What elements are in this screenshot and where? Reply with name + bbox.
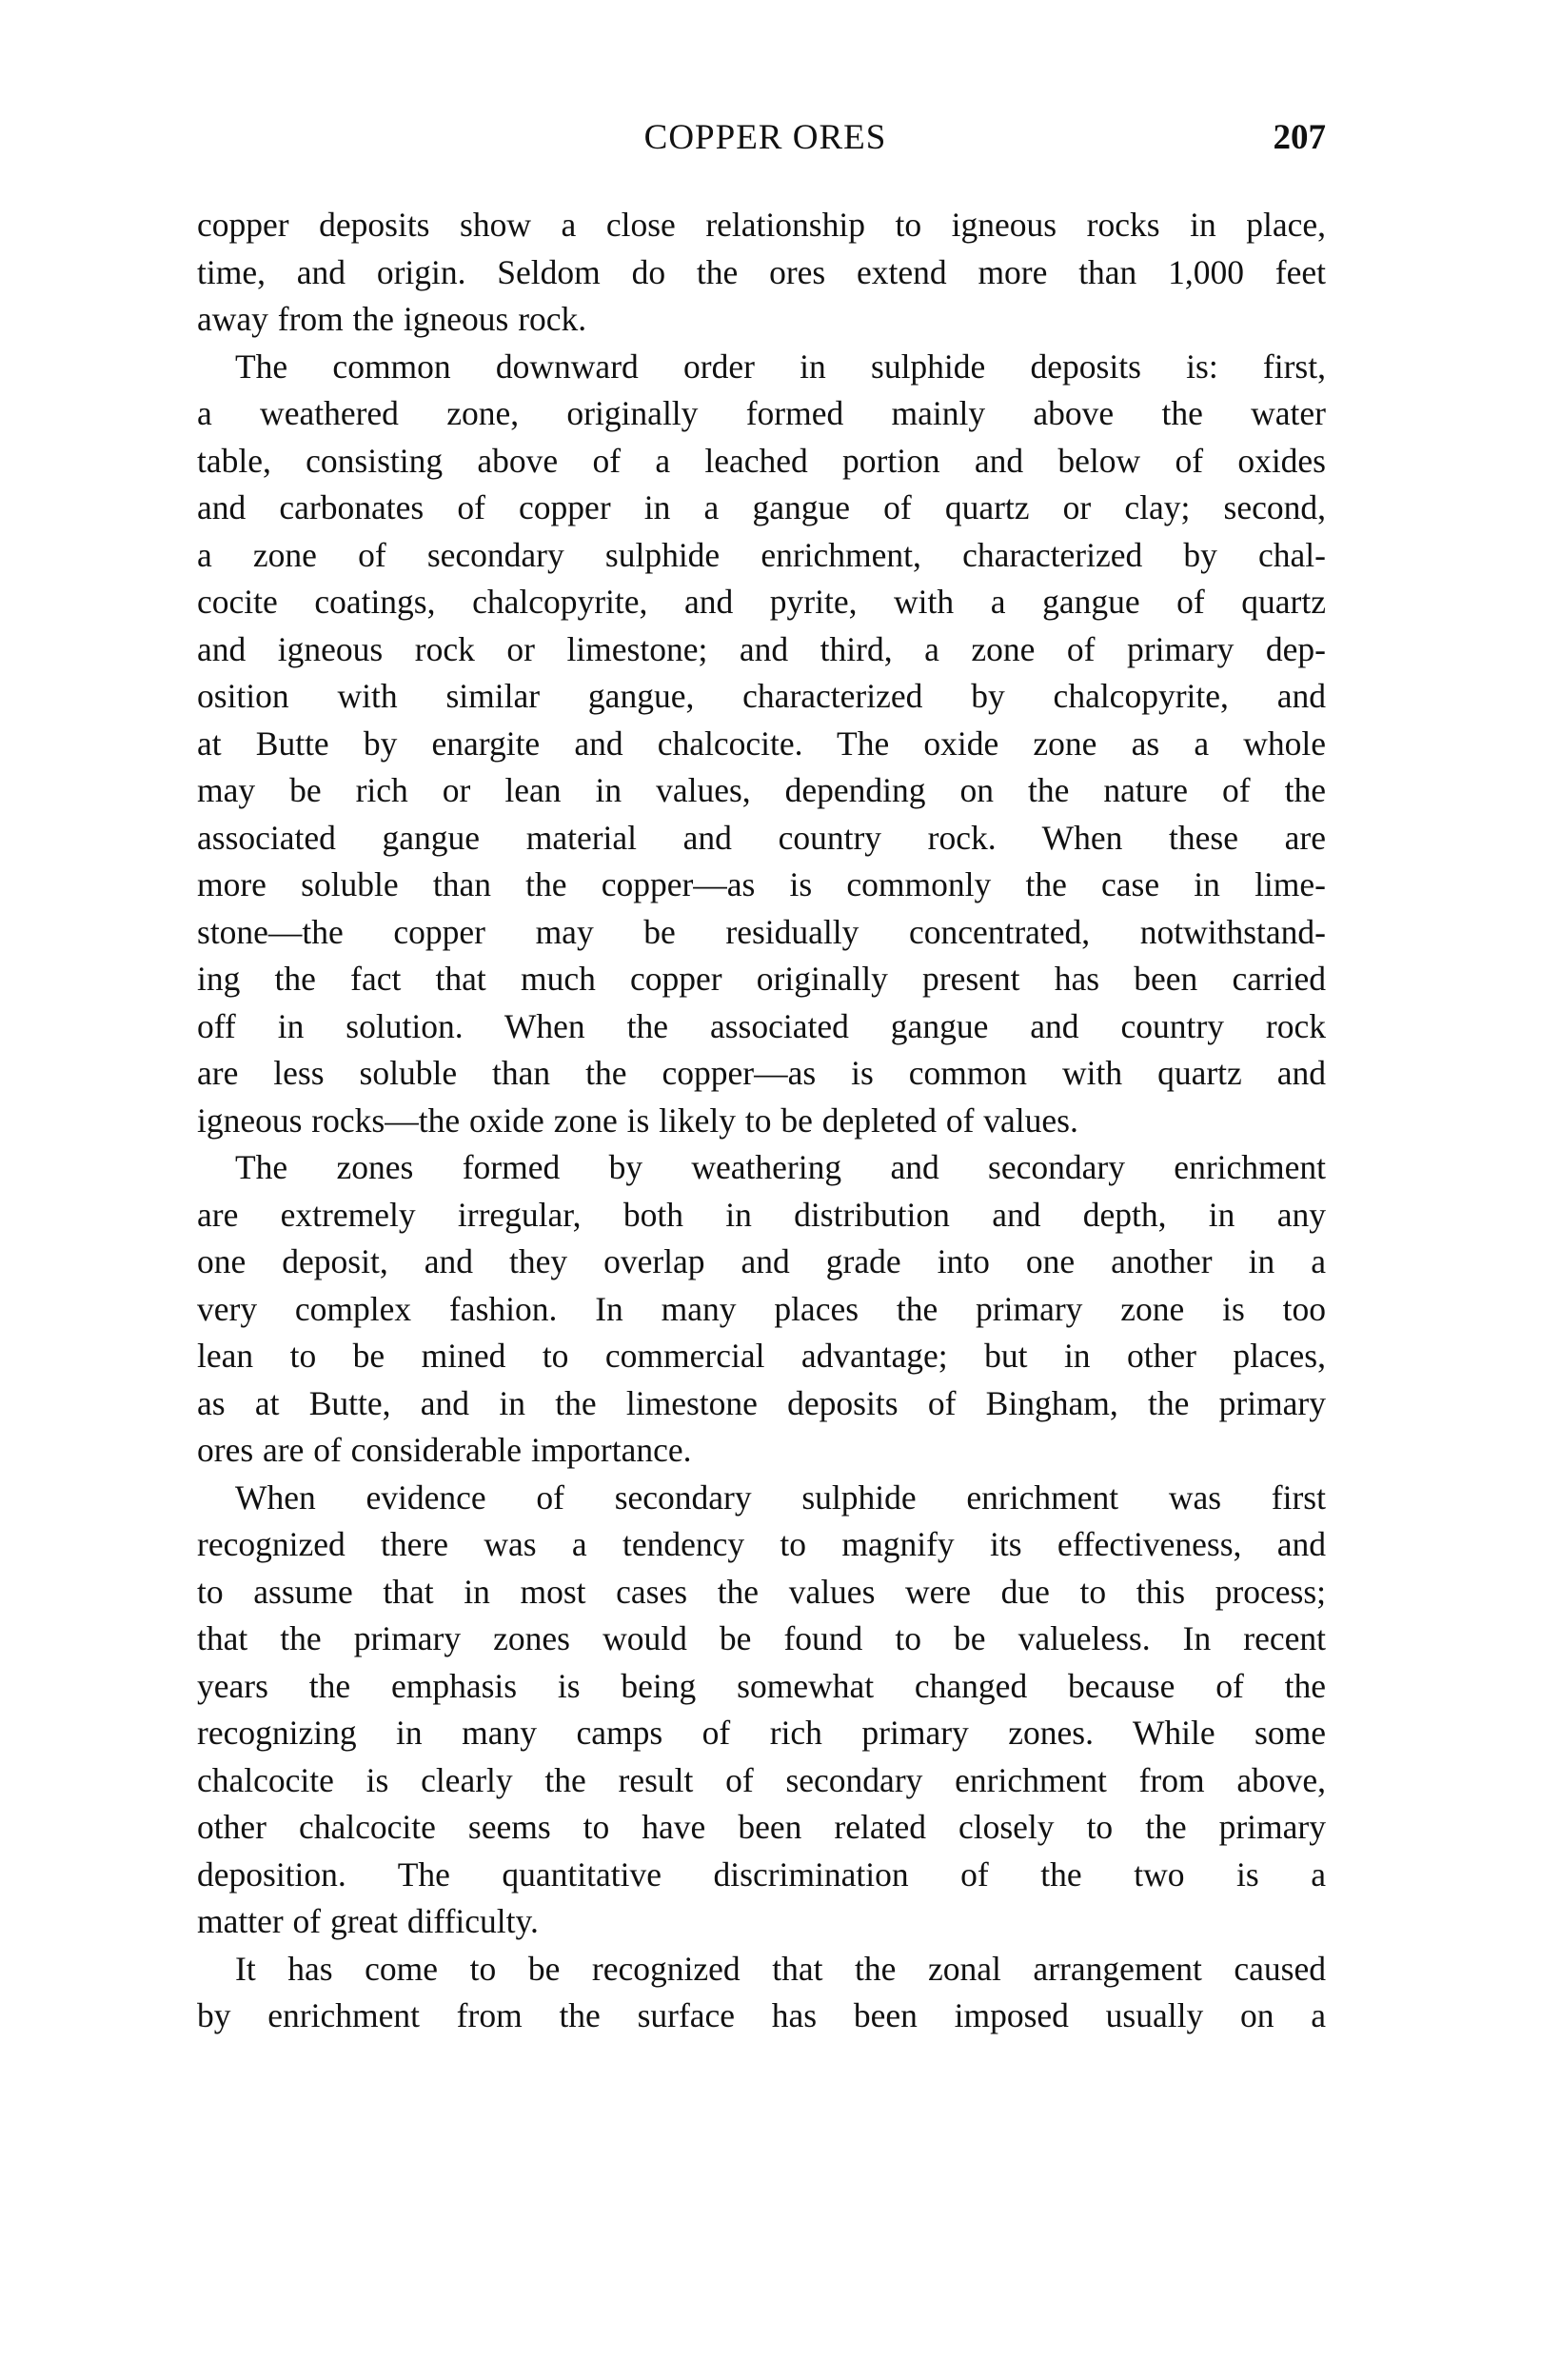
text-line: stone—the copper may be residually concentrated, notwithstand- — [197, 912, 1326, 951]
text-line: When evidence of secondary sulphide enrichment was first — [235, 1478, 1326, 1517]
text-line: are extremely irregular, both in distribution and depth, in any — [197, 1195, 1326, 1234]
page-number: 207 — [1273, 118, 1326, 157]
text-line: recognized there was a tendency to magnify its effectiveness, and — [197, 1525, 1326, 1563]
text-line: and igneous rock or limestone; and third, a zone of primary dep- — [197, 629, 1326, 668]
text-line: a weathered zone, originally formed mainly above the water — [197, 394, 1326, 432]
text-line: cocite coatings, chalcopyrite, and pyrite, with a gangue of quartz — [197, 583, 1326, 621]
text-line: deposition. The quantitative discrimination of the two is a — [197, 1854, 1326, 1894]
text-line: ores are of considerable importance. — [197, 1431, 692, 1469]
text-line: that the primary zones would be found to be valueless. In recent — [197, 1619, 1326, 1657]
text-line: are less soluble than the copper—as is common with quartz and — [197, 1054, 1326, 1092]
text-line: time, and origin. Seldom do the ores extend more than 1,000 feet — [197, 252, 1326, 291]
text-line: to assume that in most cases the values were due to this process; — [197, 1572, 1326, 1611]
running-head — [197, 114, 1326, 162]
text-line: ing the fact that much copper originally present has been carried — [197, 960, 1326, 998]
text-line: years the emphasis is being somewhat changed because of the — [197, 1666, 1326, 1705]
text-line: very complex fashion. In many places the primary zone is too — [197, 1289, 1326, 1328]
text-line: and carbonates of copper in a gangue of quartz or clay; second, — [197, 488, 1326, 526]
text-line: a zone of secondary sulphide enrichment, characterized by chal- — [197, 535, 1326, 574]
text-line: more soluble than the copper—as is commonly the case in lime- — [197, 865, 1326, 903]
text-line: associated gangue material and country rock. When these are — [197, 818, 1326, 857]
text-line: matter of great difficulty. — [197, 1902, 539, 1940]
text-line: The zones formed by weathering and secondary enrichment — [235, 1148, 1326, 1186]
text-line: The common downward order in sulphide deposits is: first, — [235, 347, 1326, 386]
text-line: as at Butte, and in the limestone deposits of Bingham, the primary — [197, 1383, 1326, 1422]
text-line: igneous rocks—the oxide zone is likely to be depleted of values. — [197, 1101, 1078, 1140]
text-line: It has come to be recognized that the zonal arrangement caused — [235, 1949, 1326, 1988]
text-line: away from the igneous rock. — [197, 300, 587, 338]
text-line: may be rich or lean in values, depending on the nature of the — [197, 771, 1326, 809]
text-line: one deposit, and they overlap and grade into one another in a — [197, 1242, 1326, 1280]
text-line: at Butte by enargite and chalcocite. The oxide zone as a whole — [197, 724, 1326, 763]
text-line: other chalcocite seems to have been related closely to the primary — [197, 1808, 1326, 1846]
text-line: osition with similar gangue, characterized by chalcopyrite, and — [197, 677, 1326, 715]
text-line: table, consisting above of a leached portion and below of oxides — [197, 441, 1326, 480]
text-line: recognizing in many camps of rich primary zones. While some — [197, 1714, 1326, 1752]
text-line: lean to be mined to commercial advantage; but in other places, — [197, 1337, 1326, 1375]
text-line: copper deposits show a close relationship to igneous rocks in place, — [197, 206, 1326, 244]
text-line: chalcocite is clearly the result of secondary enrichment from above, — [197, 1760, 1326, 1799]
text-line: off in solution. When the associated gangue and country rock — [197, 1006, 1326, 1045]
text-line: by enrichment from the surface has been imposed usually on a — [197, 1996, 1326, 2034]
running-title: COPPER ORES — [643, 118, 887, 157]
